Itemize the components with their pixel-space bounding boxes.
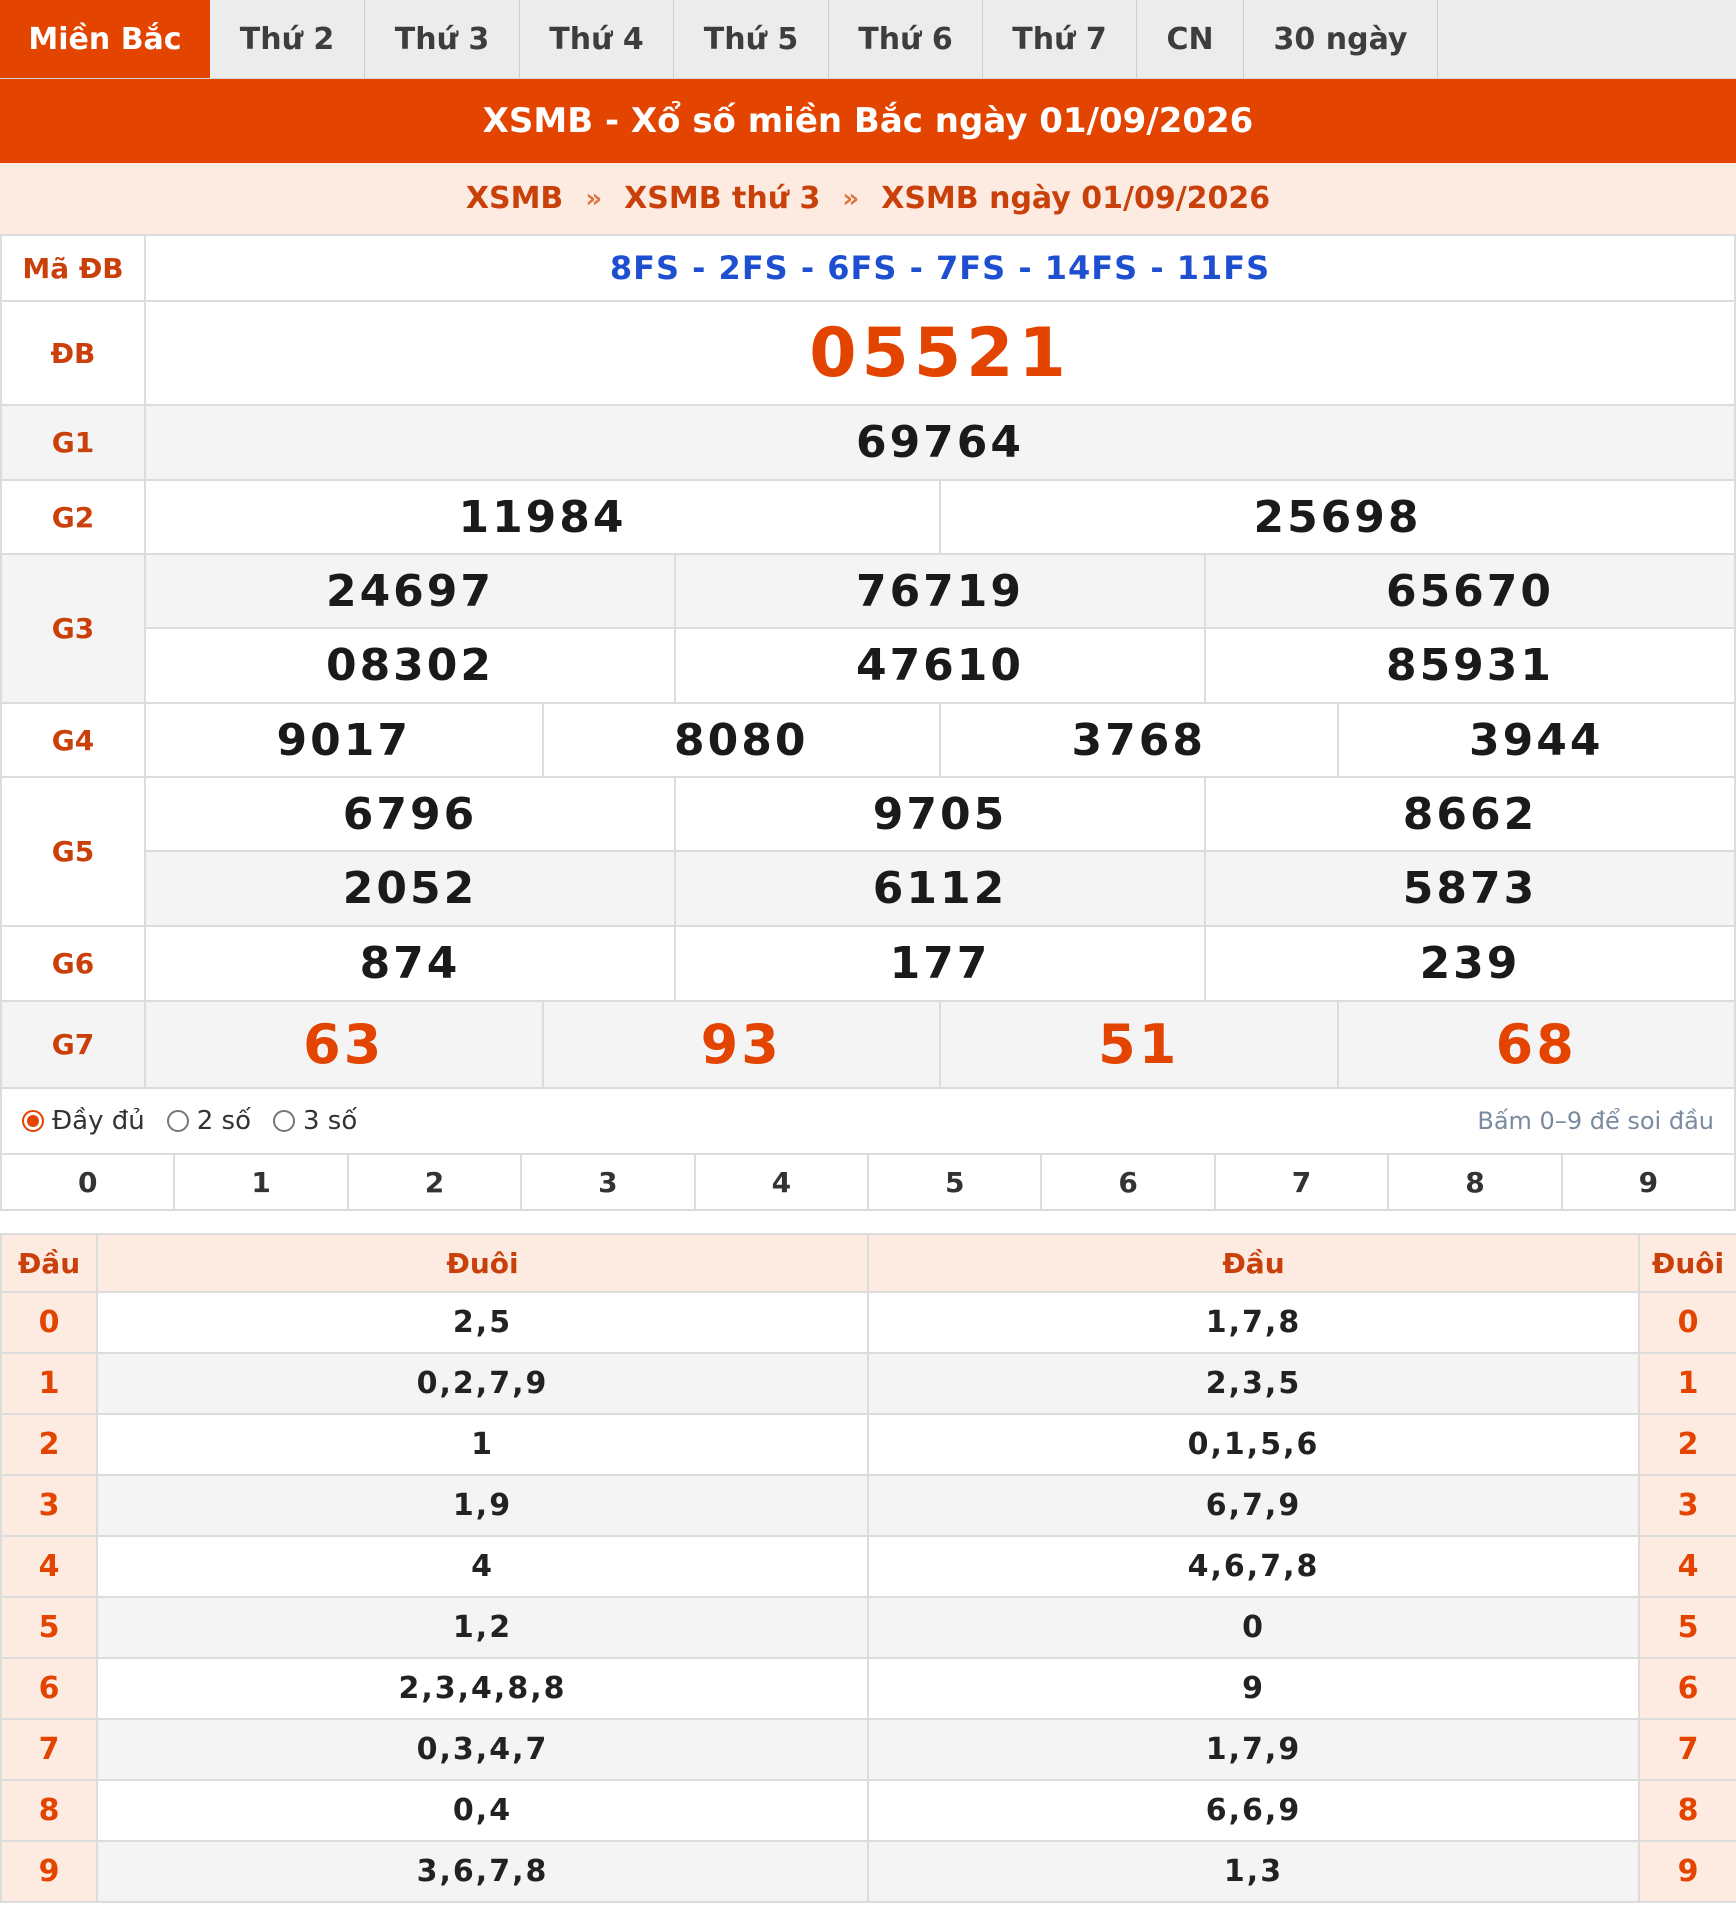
table-row — [1, 1841, 1736, 1902]
duoi-values: 4 — [97, 1536, 868, 1597]
table-row — [1, 1719, 1736, 1780]
dau-duoi-key: 4 — [1639, 1536, 1736, 1597]
breadcrumb-current-date[interactable]: XSMB ngày 01/09/2026 — [881, 181, 1271, 216]
table-row — [1, 1658, 1736, 1719]
prize-number-g7: 68 — [1338, 1001, 1736, 1088]
duoi-values: 0,2,7,9 — [97, 1353, 868, 1414]
breadcrumb-xsmb-thu-3[interactable]: XSMB thứ 3 — [624, 181, 821, 216]
label-ma-db: Mã ĐB — [1, 235, 145, 301]
prize-number: 3768 — [940, 703, 1338, 777]
tab-thu-7[interactable]: Thứ 7 — [983, 0, 1137, 78]
dau-values: 6,6,9 — [868, 1780, 1639, 1841]
prize-number-g7: 63 — [145, 1001, 543, 1088]
dau-duoi-key: 9 — [1, 1841, 97, 1902]
header-dau: Đầu — [868, 1234, 1639, 1292]
row-g7 — [1, 1001, 1735, 1088]
duoi-values: 2,3,4,8,8 — [97, 1658, 868, 1719]
label-g3: G3 — [1, 554, 145, 703]
duoi-values: 1 — [97, 1414, 868, 1475]
prize-number: 85931 — [1205, 628, 1735, 703]
dau-duoi-key: 3 — [1, 1475, 97, 1536]
prize-number: 24697 — [145, 554, 675, 628]
row-ma-db — [1, 235, 1735, 301]
dau-values: 2,3,5 — [868, 1353, 1639, 1414]
table-row — [1, 1475, 1736, 1536]
dau-values: 0,1,5,6 — [868, 1414, 1639, 1475]
table-row — [1, 1353, 1736, 1414]
table-row — [1, 1414, 1736, 1475]
prize-number: 6112 — [675, 851, 1205, 926]
prize-number: 9017 — [145, 703, 543, 777]
prize-number: 3944 — [1338, 703, 1736, 777]
tab-mien-bac[interactable]: Miền Bắc — [0, 0, 210, 78]
digit-button-6[interactable]: 6 — [1042, 1155, 1215, 1209]
label-db: ĐB — [1, 301, 145, 405]
prize-number: 11984 — [145, 480, 940, 554]
radio-icon[interactable] — [273, 1110, 295, 1132]
prize-number: 8080 — [543, 703, 941, 777]
duoi-values: 3,6,7,8 — [97, 1841, 868, 1902]
prize-number: 9705 — [675, 777, 1205, 851]
dau-duoi-key: 7 — [1, 1719, 97, 1780]
row-g1 — [1, 405, 1735, 480]
option-label: Đầy đủ — [52, 1106, 145, 1136]
table-row — [1, 1292, 1736, 1353]
row-db — [1, 301, 1735, 405]
dau-values: 1,3 — [868, 1841, 1639, 1902]
dau-duoi-key: 7 — [1639, 1719, 1736, 1780]
dau-values: 9 — [868, 1658, 1639, 1719]
dau-duoi-key: 2 — [1639, 1414, 1736, 1475]
duoi-values: 2,5 — [97, 1292, 868, 1353]
digit-button-1[interactable]: 1 — [175, 1155, 348, 1209]
prize-number: 08302 — [145, 628, 675, 703]
prize-number: 239 — [1205, 926, 1735, 1001]
header-dau: Đầu — [1, 1234, 97, 1292]
header-duoi: Đuôi — [97, 1234, 868, 1292]
label-g7: G7 — [1, 1001, 145, 1088]
prize-number: 25698 — [940, 480, 1735, 554]
tab-thu-6[interactable]: Thứ 6 — [829, 0, 983, 78]
duoi-values: 1,9 — [97, 1475, 868, 1536]
prize-number: 5873 — [1205, 851, 1735, 926]
digit-button-8[interactable]: 8 — [1389, 1155, 1562, 1209]
dau-duoi-key: 8 — [1639, 1780, 1736, 1841]
radio-icon[interactable] — [167, 1110, 189, 1132]
digit-button-4[interactable]: 4 — [696, 1155, 869, 1209]
dau-duoi-key: 1 — [1, 1353, 97, 1414]
digit-button-7[interactable]: 7 — [1216, 1155, 1389, 1209]
row-g6 — [1, 926, 1735, 1001]
dau-duoi-key: 5 — [1639, 1597, 1736, 1658]
duoi-values: 1,2 — [97, 1597, 868, 1658]
option-label: 3 số — [302, 1106, 358, 1136]
dau-duoi-key: 5 — [1, 1597, 97, 1658]
dau-values: 1,7,9 — [868, 1719, 1639, 1780]
prize-number: 177 — [675, 926, 1205, 1001]
option-day-du[interactable] — [22, 1106, 145, 1136]
dau-duoi-key: 1 — [1639, 1353, 1736, 1414]
dau-values: 0 — [868, 1597, 1639, 1658]
digit-button-3[interactable]: 3 — [522, 1155, 695, 1209]
digit-button-2[interactable]: 2 — [349, 1155, 522, 1209]
table-row — [1, 1536, 1736, 1597]
dau-values: 6,7,9 — [868, 1475, 1639, 1536]
digit-hint: Bấm 0–9 để soi đầu — [1477, 1107, 1714, 1135]
tab-cn[interactable]: CN — [1137, 0, 1244, 78]
label-g4: G4 — [1, 703, 145, 777]
prize-number: 69764 — [145, 405, 1735, 480]
prize-number: 8662 — [1205, 777, 1735, 851]
prize-number: 65670 — [1205, 554, 1735, 628]
digit-filter — [0, 1153, 1736, 1211]
row-g2 — [1, 480, 1735, 554]
dau-duoi-key: 6 — [1, 1658, 97, 1719]
prize-number-g7: 51 — [940, 1001, 1338, 1088]
special-prize-number: 05521 — [145, 301, 1735, 405]
prize-number: 6796 — [145, 777, 675, 851]
option-3-so[interactable] — [273, 1106, 357, 1136]
prize-number: 874 — [145, 926, 675, 1001]
duoi-values: 0,4 — [97, 1780, 868, 1841]
tab-thu-2[interactable]: Thứ 2 — [210, 0, 365, 78]
breadcrumb — [0, 163, 1736, 234]
breadcrumb-xsmb[interactable]: XSMB — [465, 181, 564, 216]
tab-thu-3[interactable]: Thứ 3 — [365, 0, 520, 78]
dau-duoi-key: 8 — [1, 1780, 97, 1841]
breadcrumb-separator: » — [585, 183, 603, 214]
label-g2: G2 — [1, 480, 145, 554]
dau-duoi-key: 4 — [1, 1536, 97, 1597]
dau-duoi-body — [1, 1292, 1736, 1902]
duoi-values: 0,3,4,7 — [97, 1719, 868, 1780]
prize-number: 47610 — [675, 628, 1205, 703]
dau-duoi-key: 0 — [1639, 1292, 1736, 1353]
tabs-filler — [1438, 0, 1736, 78]
digit-button-5[interactable]: 5 — [869, 1155, 1042, 1209]
option-label: 2 số — [196, 1106, 251, 1136]
dau-duoi-key: 0 — [1, 1292, 97, 1353]
region-tabs — [0, 0, 1736, 79]
radio-selected-icon[interactable] — [22, 1110, 44, 1132]
prize-number: 2052 — [145, 851, 675, 926]
row-g5-b — [1, 851, 1735, 926]
dau-values: 1,7,8 — [868, 1292, 1639, 1353]
special-codes: 8FS - 2FS - 6FS - 7FS - 14FS - 11FS — [145, 235, 1735, 301]
option-2-so[interactable] — [167, 1106, 251, 1136]
dau-duoi-key: 6 — [1639, 1658, 1736, 1719]
page-title: XSMB - Xổ số miền Bắc ngày 01/09/2026 — [0, 79, 1736, 163]
digit-button-9[interactable]: 9 — [1638, 1165, 1659, 1199]
header-duoi: Đuôi — [1639, 1234, 1736, 1292]
dau-duoi-table — [0, 1233, 1736, 1903]
prize-number-g7: 93 — [543, 1001, 941, 1088]
dau-duoi-header — [1, 1234, 1736, 1292]
tab-thu-4[interactable]: Thứ 4 — [520, 0, 674, 78]
results-table — [0, 234, 1736, 1089]
label-g5: G5 — [1, 777, 145, 926]
tab-thu-5[interactable]: Thứ 5 — [674, 0, 829, 78]
row-g4 — [1, 703, 1735, 777]
label-g6: G6 — [1, 926, 145, 1001]
row-g3-a — [1, 554, 1735, 628]
prize-number: 76719 — [675, 554, 1205, 628]
breadcrumb-separator: » — [842, 183, 860, 214]
table-row — [1, 1597, 1736, 1658]
digit-button-0[interactable]: 0 — [2, 1155, 175, 1209]
dau-duoi-key: 9 — [1639, 1841, 1736, 1902]
spacer — [0, 1211, 1736, 1233]
tab-30-ngay[interactable]: 30 ngày — [1244, 0, 1438, 78]
dau-duoi-key: 2 — [1, 1414, 97, 1475]
table-row — [1, 1780, 1736, 1841]
display-options — [0, 1089, 1736, 1153]
dau-duoi-key: 3 — [1639, 1475, 1736, 1536]
dau-values: 4,6,7,8 — [868, 1536, 1639, 1597]
row-g5-a — [1, 777, 1735, 851]
row-g3-b — [1, 628, 1735, 703]
label-g1: G1 — [1, 405, 145, 480]
